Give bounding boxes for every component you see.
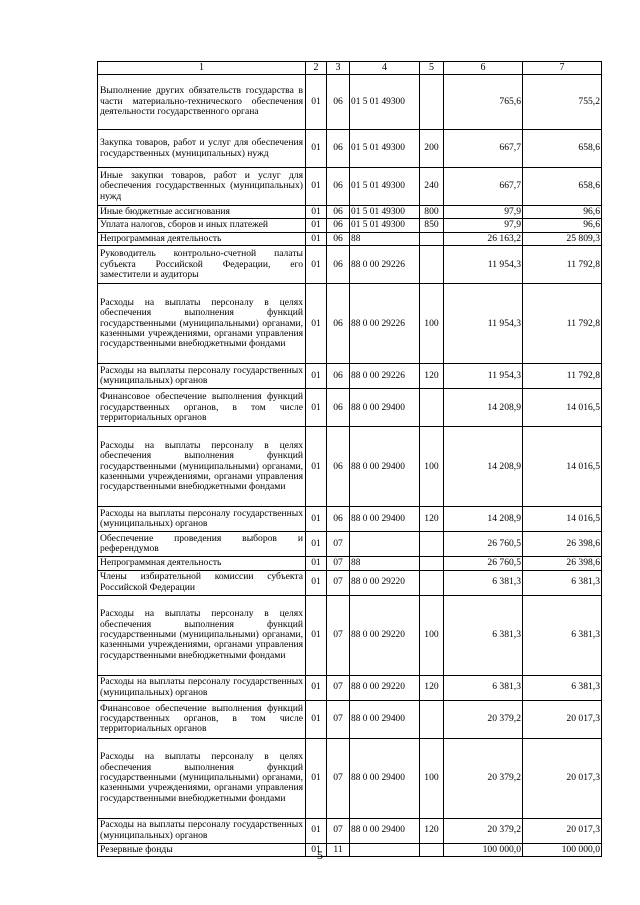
row-section-code: 01 bbox=[306, 843, 327, 856]
row-amount-col-7: 11 792,8 bbox=[523, 364, 602, 389]
row-amount-col-7: 14 016,5 bbox=[523, 427, 602, 507]
row-amount-col-6: 6 381,3 bbox=[444, 595, 523, 675]
row-section-code: 01 bbox=[306, 75, 327, 130]
row-description: Расходы на выплаты персоналу в целях обеспечения выполнения функций государственными (муниципальными) органами, казенными учреждениями, органами управления государственными внебюджетными фондами bbox=[98, 738, 306, 818]
table-row bbox=[98, 246, 602, 284]
table-header-row bbox=[98, 62, 602, 75]
row-expense-type-code: 100 bbox=[420, 427, 444, 507]
row-amount-col-6: 14 208,9 bbox=[444, 389, 523, 427]
row-subsection-code: 07 bbox=[327, 700, 350, 738]
row-amount-col-7: 6 381,3 bbox=[523, 595, 602, 675]
row-target-article-code: 01 5 01 49300 bbox=[350, 219, 420, 232]
row-expense-type-code: 120 bbox=[420, 364, 444, 389]
row-amount-col-6: 26 760,5 bbox=[444, 532, 523, 557]
row-target-article-code: 01 5 01 49300 bbox=[350, 130, 420, 168]
row-section-code: 01 bbox=[306, 595, 327, 675]
row-target-article-code: 01 5 01 49300 bbox=[350, 206, 420, 219]
header-col-7: 7 bbox=[523, 62, 602, 75]
row-amount-col-6: 11 954,3 bbox=[444, 246, 523, 284]
row-section-code: 01 bbox=[306, 557, 327, 570]
row-target-article-code: 88 0 00 29400 bbox=[350, 427, 420, 507]
row-expense-type-code bbox=[420, 557, 444, 570]
table-row bbox=[98, 507, 602, 532]
row-section-code: 01 bbox=[306, 532, 327, 557]
row-subsection-code: 06 bbox=[327, 284, 350, 364]
row-subsection-code: 06 bbox=[327, 389, 350, 427]
table-row bbox=[98, 532, 602, 557]
row-section-code: 01 bbox=[306, 219, 327, 232]
budget-table-container bbox=[97, 61, 601, 857]
row-subsection-code: 07 bbox=[327, 532, 350, 557]
row-expense-type-code bbox=[420, 246, 444, 284]
row-amount-col-7: 96,6 bbox=[523, 219, 602, 232]
table-row bbox=[98, 595, 602, 675]
row-section-code: 01 bbox=[306, 738, 327, 818]
row-amount-col-7: 11 792,8 bbox=[523, 284, 602, 364]
row-amount-col-6: 20 379,2 bbox=[444, 700, 523, 738]
row-description: Уплата налогов, сборов и иных платежей bbox=[98, 219, 306, 232]
row-expense-type-code bbox=[420, 700, 444, 738]
row-expense-type-code: 100 bbox=[420, 284, 444, 364]
row-target-article-code: 88 0 00 29226 bbox=[350, 284, 420, 364]
row-subsection-code: 06 bbox=[327, 507, 350, 532]
row-amount-col-7: 6 381,3 bbox=[523, 570, 602, 595]
row-target-article-code: 88 0 00 29226 bbox=[350, 246, 420, 284]
row-section-code: 01 bbox=[306, 570, 327, 595]
row-target-article-code: 88 0 00 29220 bbox=[350, 570, 420, 595]
row-expense-type-code: 100 bbox=[420, 738, 444, 818]
row-subsection-code: 07 bbox=[327, 557, 350, 570]
row-amount-col-6: 20 379,2 bbox=[444, 818, 523, 843]
row-amount-col-7: 96,6 bbox=[523, 206, 602, 219]
row-amount-col-7: 14 016,5 bbox=[523, 507, 602, 532]
row-amount-col-6: 14 208,9 bbox=[444, 507, 523, 532]
row-description: Руководитель контрольно-счетной палаты субъекта Российской Федерации, его заместители и аудиторы bbox=[98, 246, 306, 284]
row-target-article-code: 88 0 00 29226 bbox=[350, 364, 420, 389]
row-amount-col-6: 667,7 bbox=[444, 130, 523, 168]
table-row bbox=[98, 570, 602, 595]
row-subsection-code: 07 bbox=[327, 738, 350, 818]
row-amount-col-6: 765,6 bbox=[444, 75, 523, 130]
row-expense-type-code bbox=[420, 532, 444, 557]
row-subsection-code: 06 bbox=[327, 168, 350, 206]
table-row bbox=[98, 427, 602, 507]
row-section-code: 01 bbox=[306, 206, 327, 219]
row-description: Члены избирательной комиссии субъекта Российской Федерации bbox=[98, 570, 306, 595]
row-subsection-code: 06 bbox=[327, 130, 350, 168]
row-description: Расходы на выплаты персоналу государственных (муниципальных) органов bbox=[98, 507, 306, 532]
row-description: Иные бюджетные ассигнования bbox=[98, 206, 306, 219]
row-expense-type-code: 120 bbox=[420, 675, 444, 700]
table-row bbox=[98, 232, 602, 245]
row-expense-type-code bbox=[420, 232, 444, 245]
table-row bbox=[98, 818, 602, 843]
row-subsection-code: 07 bbox=[327, 570, 350, 595]
row-subsection-code: 06 bbox=[327, 206, 350, 219]
row-amount-col-7: 6 381,3 bbox=[523, 675, 602, 700]
row-expense-type-code: 100 bbox=[420, 595, 444, 675]
row-description: Расходы на выплаты персоналу в целях обеспечения выполнения функций государственными (муниципальными) органами, казенными учреждениями, органами управления государственными внебюджетными фондами bbox=[98, 284, 306, 364]
table-row bbox=[98, 675, 602, 700]
row-amount-col-6: 97,9 bbox=[444, 206, 523, 219]
row-subsection-code: 06 bbox=[327, 246, 350, 284]
row-amount-col-6: 97,9 bbox=[444, 219, 523, 232]
row-subsection-code: 06 bbox=[327, 75, 350, 130]
row-target-article-code: 88 0 00 29400 bbox=[350, 700, 420, 738]
row-expense-type-code: 850 bbox=[420, 219, 444, 232]
row-expense-type-code: 800 bbox=[420, 206, 444, 219]
row-amount-col-7: 14 016,5 bbox=[523, 389, 602, 427]
row-description: Иные закупки товаров, работ и услуг для обеспечения государственных (муниципальных) нужд bbox=[98, 168, 306, 206]
row-section-code: 01 bbox=[306, 818, 327, 843]
row-amount-col-6: 667,7 bbox=[444, 168, 523, 206]
table-row bbox=[98, 700, 602, 738]
row-target-article-code: 88 0 00 29220 bbox=[350, 675, 420, 700]
header-col-1: 1 bbox=[98, 62, 306, 75]
row-target-article-code: 88 0 00 29400 bbox=[350, 507, 420, 532]
row-description: Обеспечение проведения выборов и референдумов bbox=[98, 532, 306, 557]
row-expense-type-code bbox=[420, 570, 444, 595]
row-subsection-code: 07 bbox=[327, 675, 350, 700]
row-subsection-code: 07 bbox=[327, 595, 350, 675]
row-expense-type-code: 120 bbox=[420, 818, 444, 843]
row-description: Выполнение других обязательств государства в части материально-технического обеспечения деятельности государственного органа bbox=[98, 75, 306, 130]
row-subsection-code: 06 bbox=[327, 219, 350, 232]
row-section-code: 01 bbox=[306, 675, 327, 700]
row-description: Расходы на выплаты персоналу государственных (муниципальных) органов bbox=[98, 675, 306, 700]
table-row bbox=[98, 557, 602, 570]
row-expense-type-code: 200 bbox=[420, 130, 444, 168]
table-row bbox=[98, 389, 602, 427]
row-target-article-code: 88 bbox=[350, 232, 420, 245]
row-section-code: 01 bbox=[306, 284, 327, 364]
row-section-code: 01 bbox=[306, 507, 327, 532]
row-description: Непрограммная деятельность bbox=[98, 232, 306, 245]
row-amount-col-7: 26 398,6 bbox=[523, 557, 602, 570]
row-expense-type-code: 240 bbox=[420, 168, 444, 206]
row-description: Расходы на выплаты персоналу государственных (муниципальных) органов bbox=[98, 818, 306, 843]
table-row bbox=[98, 364, 602, 389]
row-target-article-code: 01 5 01 49300 bbox=[350, 75, 420, 130]
table-row bbox=[98, 130, 602, 168]
row-section-code: 01 bbox=[306, 700, 327, 738]
row-amount-col-6: 11 954,3 bbox=[444, 284, 523, 364]
row-amount-col-6: 11 954,3 bbox=[444, 364, 523, 389]
row-amount-col-6: 6 381,3 bbox=[444, 675, 523, 700]
row-description: Расходы на выплаты персоналу в целях обеспечения выполнения функций государственными (муниципальными) органами, казенными учреждениями, органами управления государственными внебюджетными фондами bbox=[98, 595, 306, 675]
row-target-article-code: 88 0 00 29400 bbox=[350, 818, 420, 843]
row-target-article-code: 88 bbox=[350, 557, 420, 570]
row-amount-col-7: 658,6 bbox=[523, 130, 602, 168]
row-amount-col-7: 100 000,0 bbox=[523, 843, 602, 856]
page-number: 5 bbox=[317, 848, 323, 862]
row-description: Непрограммная деятельность bbox=[98, 557, 306, 570]
row-section-code: 01 bbox=[306, 246, 327, 284]
row-section-code: 01 bbox=[306, 364, 327, 389]
header-col-4: 4 bbox=[350, 62, 420, 75]
row-subsection-code: 06 bbox=[327, 232, 350, 245]
row-amount-col-7: 11 792,8 bbox=[523, 246, 602, 284]
row-section-code: 01 bbox=[306, 130, 327, 168]
row-amount-col-7: 755,2 bbox=[523, 75, 602, 130]
table-row bbox=[98, 168, 602, 206]
header-col-3: 3 bbox=[327, 62, 350, 75]
row-subsection-code: 07 bbox=[327, 818, 350, 843]
row-expense-type-code: 120 bbox=[420, 507, 444, 532]
row-amount-col-6: 6 381,3 bbox=[444, 570, 523, 595]
row-section-code: 01 bbox=[306, 168, 327, 206]
row-section-code: 01 bbox=[306, 232, 327, 245]
row-amount-col-6: 100 000,0 bbox=[444, 843, 523, 856]
row-subsection-code: 06 bbox=[327, 427, 350, 507]
row-section-code: 01 bbox=[306, 389, 327, 427]
row-expense-type-code bbox=[420, 389, 444, 427]
row-amount-col-7: 26 398,6 bbox=[523, 532, 602, 557]
table-row bbox=[98, 738, 602, 818]
row-amount-col-7: 20 017,3 bbox=[523, 700, 602, 738]
row-amount-col-7: 20 017,3 bbox=[523, 738, 602, 818]
row-section-code: 01 bbox=[306, 427, 327, 507]
header-col-5: 5 bbox=[420, 62, 444, 75]
row-description: Финансовое обеспечение выполнения функций государственных органов, в том числе территориальных органов bbox=[98, 700, 306, 738]
row-amount-col-7: 25 809,3 bbox=[523, 232, 602, 245]
row-description: Расходы на выплаты персоналу государственных (муниципальных) органов bbox=[98, 364, 306, 389]
table-row bbox=[98, 219, 602, 232]
row-description: Расходы на выплаты персоналу в целях обеспечения выполнения функций государственными (муниципальными) органами, казенными учреждениями, органами управления государственными внебюджетными фондами bbox=[98, 427, 306, 507]
table-row bbox=[98, 284, 602, 364]
row-target-article-code bbox=[350, 532, 420, 557]
row-target-article-code: 88 0 00 29400 bbox=[350, 738, 420, 818]
header-col-6: 6 bbox=[444, 62, 523, 75]
row-amount-col-6: 26 163,2 bbox=[444, 232, 523, 245]
row-subsection-code: 06 bbox=[327, 364, 350, 389]
table-row bbox=[98, 75, 602, 130]
row-target-article-code: 88 0 00 29400 bbox=[350, 389, 420, 427]
row-target-article-code: 88 0 00 29220 bbox=[350, 595, 420, 675]
row-amount-col-7: 20 017,3 bbox=[523, 818, 602, 843]
header-col-2: 2 bbox=[306, 62, 327, 75]
budget-table bbox=[97, 61, 602, 857]
row-subsection-code: 11 bbox=[327, 843, 350, 856]
table-row bbox=[98, 206, 602, 219]
row-amount-col-6: 14 208,9 bbox=[444, 427, 523, 507]
row-description: Резервные фонды bbox=[98, 843, 306, 856]
row-target-article-code: 01 5 01 49300 bbox=[350, 168, 420, 206]
row-description: Закупка товаров, работ и услуг для обеспечения государственных (муниципальных) нужд bbox=[98, 130, 306, 168]
row-expense-type-code bbox=[420, 75, 444, 130]
row-description: Финансовое обеспечение выполнения функций государственных органов, в том числе территориальных органов bbox=[98, 389, 306, 427]
row-amount-col-6: 26 760,5 bbox=[444, 557, 523, 570]
row-amount-col-6: 20 379,2 bbox=[444, 738, 523, 818]
row-amount-col-7: 658,6 bbox=[523, 168, 602, 206]
